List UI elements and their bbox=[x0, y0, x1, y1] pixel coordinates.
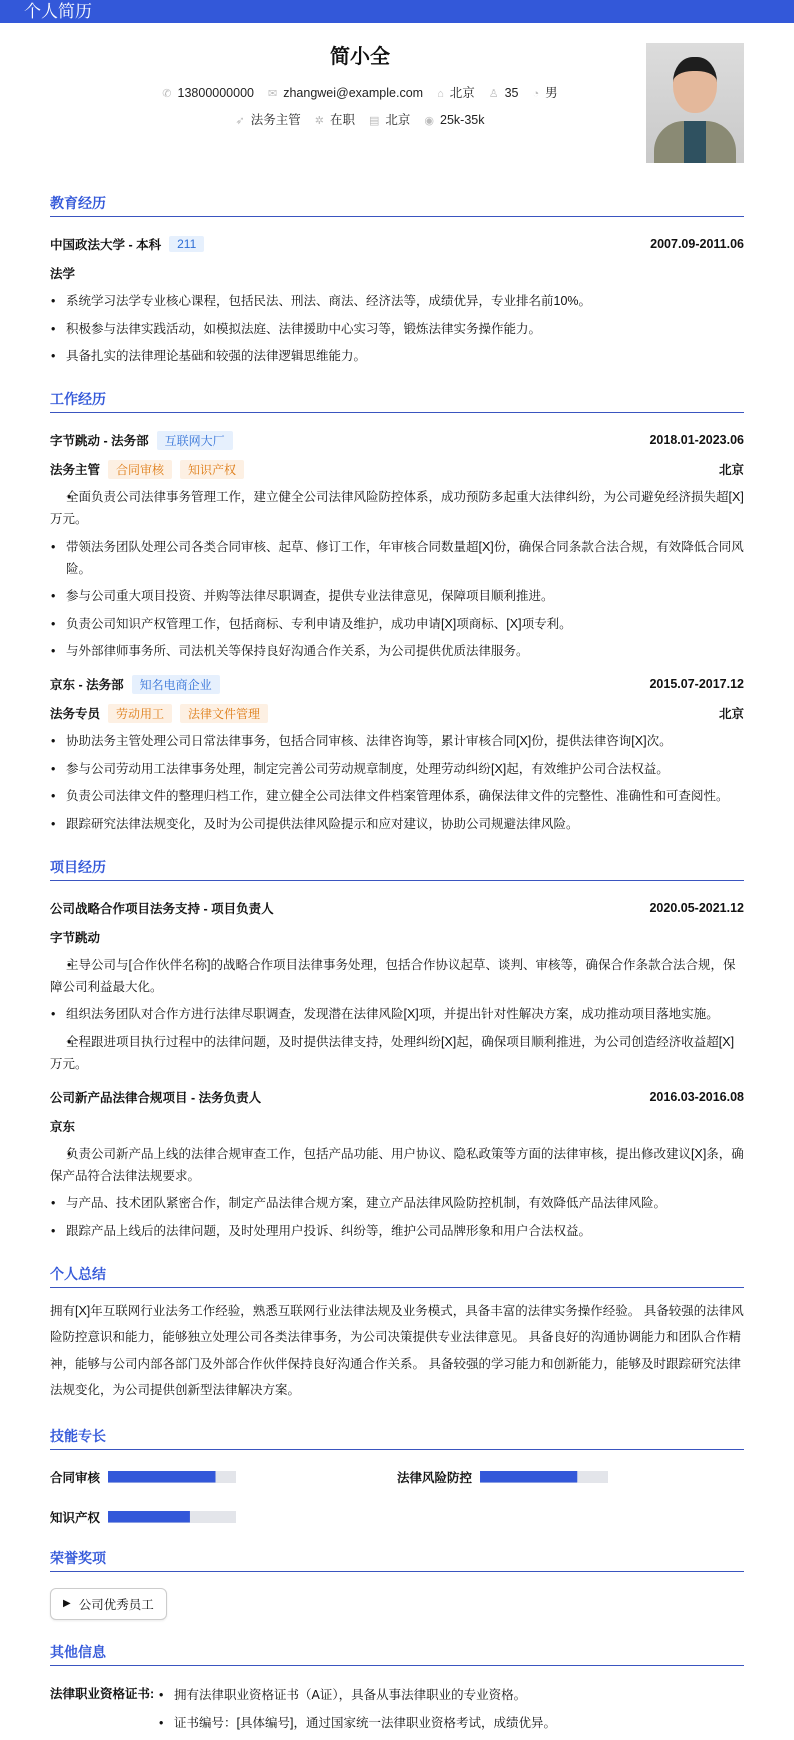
list-item: • 负责公司法律文件的整理归档工作，建立健全公司法律文件档案管理体系，确保法律文件的完整性、准确性和可查阅性。 bbox=[50, 785, 744, 807]
skill-tag: 合同审核 bbox=[108, 460, 172, 479]
other-info bbox=[50, 1684, 744, 1740]
skill-bar-fill bbox=[108, 1471, 216, 1483]
list-item: • 组织法务团队对合作方进行法律尽职调查，发现潜在法律风险[X]项，并提出针对性解决方案，成功推动项目落地实施。 bbox=[50, 1003, 744, 1025]
age-icon: ♙ bbox=[488, 88, 499, 100]
phone: ✆ 13800000000 bbox=[162, 86, 254, 100]
school-tag: 211 bbox=[169, 236, 204, 252]
project-name: 公司战略合作项目法务支持 - 项目负责人 bbox=[50, 901, 274, 916]
home-city: ⌂ 北京 bbox=[437, 86, 475, 100]
list-item: • 系统学习法学专业核心课程，包括民法、刑法、商法、经济法等，成绩优异，专业排名前10%。 bbox=[50, 290, 744, 312]
email: ✉ zhangwei@example.com bbox=[268, 86, 424, 100]
skill-bar-fill bbox=[480, 1471, 577, 1483]
job-entry bbox=[50, 430, 744, 662]
section-title-other: 其他信息 bbox=[50, 1642, 744, 1666]
list-item: • 跟踪产品上线后的法律问题，及时处理用户投诉、纠纷等，维护公司品牌形象和用户合法权益。 bbox=[50, 1220, 744, 1242]
list-item: • 跟踪研究法律法规变化，及时为公司提供法律风险提示和应对建议，协助公司规避法律风险。 bbox=[50, 813, 744, 835]
gender: ◔ 男 bbox=[532, 86, 558, 100]
company-name: 字节跳动 - 法务部 bbox=[50, 434, 149, 448]
list-item: • 全面负责公司法律事务管理工作，建立健全公司法律风险防控体系，成功预防多起重大法律纠纷，为公司避免经济损失超[X]万元。 bbox=[50, 486, 744, 530]
list-item: • 负责公司知识产权管理工作，包括商标、专利申请及维护，成功申请[X]项商标、[X]项专利。 bbox=[50, 613, 744, 635]
job-role: 法务主管 bbox=[50, 463, 101, 477]
company-name: 京东 - 法务部 bbox=[50, 678, 124, 692]
project-entry bbox=[50, 1087, 744, 1242]
certificate-label: 法律职业资格证书: bbox=[50, 1686, 155, 1701]
list-item: • 拥有法律职业资格证书（A证），具备从事法律职业的专业资格。 bbox=[158, 1684, 556, 1706]
contact-info bbox=[0, 83, 720, 101]
skill-bar bbox=[480, 1471, 608, 1483]
list-item: • 全程跟进项目执行过程中的法律问题，及时提供法律支持，处理纠纷[X]起，确保项目顺利推进，为公司创造经济收益超[X]万元。 bbox=[50, 1031, 744, 1075]
list-item: • 主导公司与[合作伙伴名称]的战略合作项目法律事务处理，包括合作协议起草、谈判、审核等，确保合作条款合法合规，保障公司利益最大化。 bbox=[50, 954, 744, 998]
skill-item: 法律风险防控 bbox=[397, 1468, 744, 1486]
triangle-right-icon: ▶ bbox=[63, 1598, 71, 1609]
list-item: • 证书编号：[具体编号]，通过国家统一法律职业资格考试，成绩优异。 bbox=[158, 1712, 556, 1734]
home-icon: ⌂ bbox=[437, 88, 444, 100]
job-intent bbox=[0, 110, 720, 128]
target-position: ➶ 法务主管 bbox=[235, 113, 301, 127]
resume-header bbox=[0, 23, 794, 193]
skill-bar bbox=[108, 1471, 236, 1483]
award-item[interactable]: ▶ 公司优秀员工 bbox=[50, 1588, 167, 1620]
section-title-summary: 个人总结 bbox=[50, 1264, 744, 1288]
list-item: • 与外部律师事务所、司法机关等保持良好沟通合作关系，为公司提供优质法律服务。 bbox=[50, 640, 744, 662]
phone-icon: ✆ bbox=[162, 88, 172, 100]
job-date: 2015.07-2017.12 bbox=[649, 677, 744, 691]
summary-text: 拥有[X]年互联网行业法务工作经验，熟悉互联网行业法律法规及业务模式，具备丰富的法律实务操作经验。 具备较强的法律风险防控意识和能力，能够独立处理公司各类法律事务，为公司决策提供专业法律意见。 具备良好的沟通协调能力和团队合作精神，能够与公司内部各部门及外部合作伙伴保持良好沟通合作关系。 具备较强的学习能力和创新能力，能够及时跟踪研究法律法规变化，为公司提供创新型法律解决方案。 bbox=[50, 1303, 744, 1397]
skill-tag: 法律文件管理 bbox=[180, 704, 268, 723]
salary: ◉ 25k-35k bbox=[424, 113, 485, 127]
list-item: • 带领法务团队处理公司各类合同审核、起草、修订工作，年审核合同数量超[X]份，确保合同条款合法合规，有效降低合同风险。 bbox=[50, 536, 744, 580]
section-title-skills: 技能专长 bbox=[50, 1426, 744, 1450]
project-date: 2020.05-2021.12 bbox=[649, 900, 744, 915]
list-item: • 与产品、技术团队紧密合作，制定产品法律合规方案，建立产品法律风险防控机制，有效降低产品法律风险。 bbox=[50, 1192, 744, 1214]
list-item: • 积极参与法律实践活动，如模拟法庭、法律援助中心实习等，锻炼法律实务操作能力。 bbox=[50, 318, 744, 340]
section-title-work: 工作经历 bbox=[50, 389, 744, 413]
job-status: ✲ 在职 bbox=[314, 113, 355, 127]
section-title-projects: 项目经历 bbox=[50, 857, 744, 881]
candidate-name: 简小全 bbox=[330, 46, 390, 68]
gender-icon: ◔ bbox=[532, 88, 540, 100]
skill-tag: 知识产权 bbox=[180, 460, 244, 479]
list-item: • 具备扎实的法律理论基础和较强的法律逻辑思维能力。 bbox=[50, 345, 744, 367]
building-icon: ▤ bbox=[368, 115, 380, 127]
age: ♙ 35 bbox=[488, 86, 519, 100]
job-entry bbox=[50, 674, 744, 835]
project-date: 2016.03-2016.08 bbox=[649, 1089, 744, 1104]
skills-list bbox=[50, 1468, 744, 1526]
list-item: • 协助法务主管处理公司日常法律事务，包括合同审核、法律咨询等，累计审核合同[X]份，提供法律咨询[X]次。 bbox=[50, 730, 744, 752]
skill-item: 知识产权 bbox=[50, 1508, 397, 1526]
list-item: • 负责公司新产品上线的法律合规审查工作，包括产品功能、用户协议、隐私政策等方面的法律审核，提出修改建议[X]条，确保产品符合法律法规要求。 bbox=[50, 1143, 744, 1187]
profile-photo bbox=[646, 43, 744, 163]
target-city: ▤ 北京 bbox=[368, 113, 411, 127]
section-title-education: 教育经历 bbox=[50, 193, 744, 217]
company-tag: 互联网大厂 bbox=[157, 431, 233, 450]
project-entry bbox=[50, 898, 744, 1075]
skill-bar bbox=[108, 1511, 236, 1523]
company-tag: 知名电商企业 bbox=[132, 675, 220, 694]
project-org: 字节跳动 bbox=[50, 930, 101, 945]
skill-tag: 劳动用工 bbox=[108, 704, 172, 723]
send-icon: ➶ bbox=[235, 115, 245, 127]
job-city: 北京 bbox=[718, 707, 744, 721]
top-bar bbox=[0, 0, 794, 23]
education-bullets bbox=[50, 290, 744, 367]
section-title-honors: 荣誉奖项 bbox=[50, 1548, 744, 1572]
skill-bar-fill bbox=[108, 1511, 190, 1523]
list-item: • 参与公司重大项目投资、并购等法律尽职调查，提供专业法律意见，保障项目顺利推进。 bbox=[50, 585, 744, 607]
page-title: 个人简历 bbox=[24, 2, 92, 21]
project-name: 公司新产品法律合规项目 - 法务负责人 bbox=[50, 1090, 262, 1105]
major: 法学 bbox=[50, 267, 76, 281]
status-icon: ✲ bbox=[314, 115, 324, 127]
list-item: • 参与公司劳动用工法律事务处理，制定完善公司劳动规章制度，处理劳动纠纷[X]起，有效维护公司合法权益。 bbox=[50, 758, 744, 780]
job-date: 2018.01-2023.06 bbox=[649, 433, 744, 447]
mail-icon: ✉ bbox=[268, 88, 278, 100]
education-date: 2007.09-2011.06 bbox=[650, 237, 744, 251]
job-role: 法务专员 bbox=[50, 707, 101, 721]
school-name: 中国政法大学 - 本科 bbox=[50, 238, 162, 252]
skill-item: 合同审核 bbox=[50, 1468, 397, 1486]
job-city: 北京 bbox=[718, 463, 744, 477]
salary-icon: ◉ bbox=[424, 115, 434, 127]
education-entry-header bbox=[50, 234, 744, 254]
project-org: 京东 bbox=[50, 1119, 76, 1134]
